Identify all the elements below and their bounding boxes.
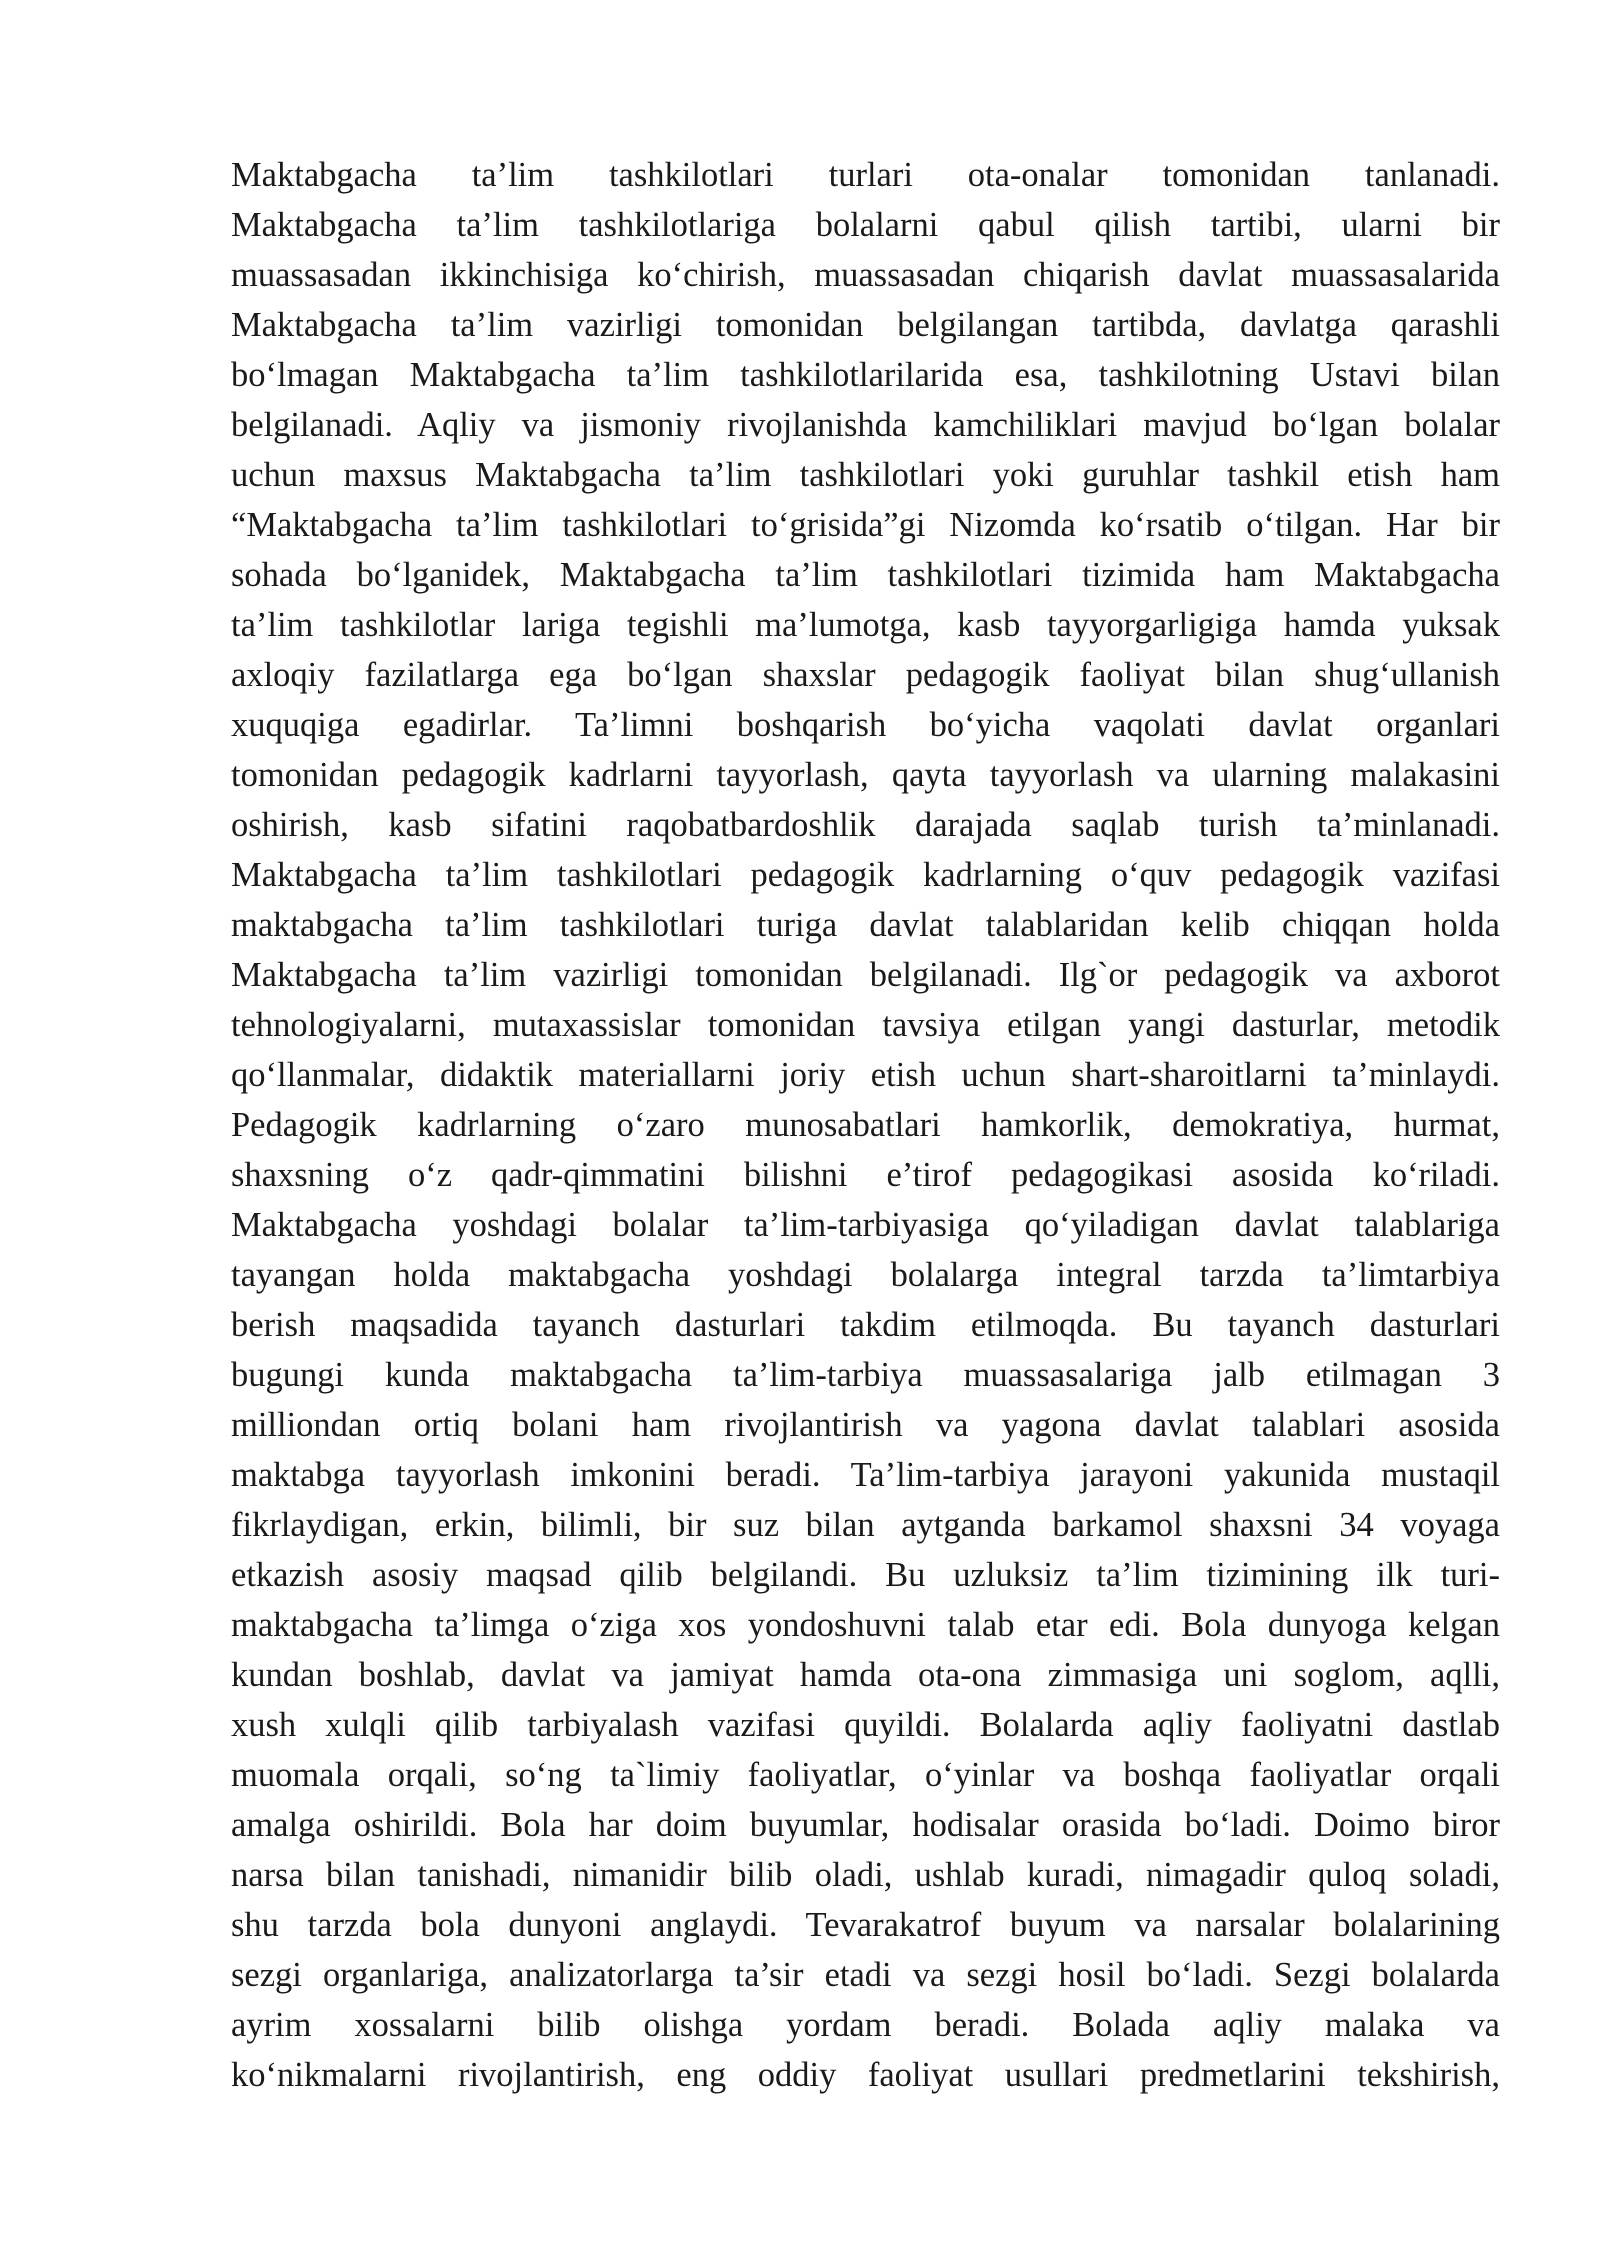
text-line: xuquqiga egadirlar. Ta’limni boshqarish bo‘yicha vaqolati davlat organlari <box>231 706 1500 744</box>
text-line: Maktabgacha ta’lim vazirligi tomonidan belgilangan tartibda, davlatga qarashli <box>231 306 1500 344</box>
text-line: belgilanadi. Aqliy va jismoniy rivojlanishda kamchiliklari mavjud bo‘lgan bolalar <box>231 406 1500 444</box>
text-line: maktabgacha ta’lim tashkilotlari turiga davlat talablaridan kelib chiqqan holda <box>231 906 1500 944</box>
text-line: tehnologiyalarni, mutaxassislar tomonidan tavsiya etilgan yangi dasturlar, metodik <box>231 1006 1500 1044</box>
text-line: sohada bo‘lganidek, Maktabgacha ta’lim tashkilotlari tizimida ham Maktabgacha <box>231 556 1500 594</box>
text-line: amalga oshirildi. Bola har doim buyumlar, hodisalar orasida bo‘ladi. Doimo biror <box>231 1806 1500 1844</box>
text-line: axloqiy fazilatlarga ega bo‘lgan shaxslar pedagogik faoliyat bilan shug‘ullanish <box>231 656 1500 694</box>
text-line: ayrim xossalarni bilib olishga yordam beradi. Bolada aqliy malaka va <box>231 2006 1500 2044</box>
text-line: ko‘nikmalarni rivojlantirish, eng oddiy faoliyat usullari predmetlarini tekshirish, <box>231 2056 1500 2094</box>
text-line: narsa bilan tanishadi, nimanidir bilib oladi, ushlab kuradi, nimagadir quloq soladi, <box>231 1856 1500 1894</box>
text-line: Maktabgacha ta’lim vazirligi tomonidan belgilanadi. Ilg`or pedagogik va axborot <box>231 956 1500 994</box>
text-line: maktabgacha ta’limga o‘ziga xos yondoshuvni talab etar edi. Bola dunyoga kelgan <box>231 1606 1500 1644</box>
text-line: Maktabgacha ta’lim tashkilotlariga bolalarni qabul qilish tartibi, ularni bir <box>231 206 1500 244</box>
text-line: muomala orqali, so‘ng ta`limiy faoliyatlar, o‘yinlar va boshqa faoliyatlar orqali <box>231 1756 1500 1794</box>
text-line: Pedagogik kadrlarning o‘zaro munosabatlari hamkorlik, demokratiya, hurmat, <box>231 1106 1500 1144</box>
text-line: berish maqsadida tayanch dasturlari takdim etilmoqda. Bu tayanch dasturlari <box>231 1306 1500 1344</box>
body-paragraph <box>231 150 1500 2100</box>
text-line: kundan boshlab, davlat va jamiyat hamda ota-ona zimmasiga uni soglom, aqlli, <box>231 1656 1500 1694</box>
text-line: shaxsning o‘z qadr-qimmatini bilishni e’tirof pedagogikasi asosida ko‘riladi. <box>231 1156 1500 1194</box>
text-line: bugungi kunda maktabgacha ta’lim-tarbiya muassasalariga jalb etilmagan 3 <box>231 1356 1500 1394</box>
text-line: sezgi organlariga, analizatorlarga ta’sir etadi va sezgi hosil bo‘ladi. Sezgi bolalarda <box>231 1956 1500 1994</box>
text-line: uchun maxsus Maktabgacha ta’lim tashkilotlari yoki guruhlar tashkil etish ham <box>231 456 1500 494</box>
text-line: Maktabgacha ta’lim tashkilotlari pedagogik kadrlarning o‘quv pedagogik vazifasi <box>231 856 1500 894</box>
text-line: Maktabgacha ta’lim tashkilotlari turlari ota-onalar tomonidan tanlanadi. <box>231 156 1500 194</box>
text-line: milliondan ortiq bolani ham rivojlantirish va yagona davlat talablari asosida <box>231 1406 1500 1444</box>
text-line: Maktabgacha yoshdagi bolalar ta’lim-tarbiyasiga qo‘yiladigan davlat talablariga <box>231 1206 1500 1244</box>
text-line: xush xulqli qilib tarbiyalash vazifasi quyildi. Bolalarda aqliy faoliyatni dastlab <box>231 1706 1500 1744</box>
text-line: maktabga tayyorlash imkonini beradi. Ta’lim-tarbiya jarayoni yakunida mustaqil <box>231 1456 1500 1494</box>
text-line: tomonidan pedagogik kadrlarni tayyorlash, qayta tayyorlash va ularning malakasini <box>231 756 1500 794</box>
text-line: oshirish, kasb sifatini raqobatbardoshlik darajada saqlab turish ta’minlanadi. <box>231 806 1500 844</box>
text-line: shu tarzda bola dunyoni anglaydi. Tevarakatrof buyum va narsalar bolalarining <box>231 1906 1500 1944</box>
text-line: bo‘lmagan Maktabgacha ta’lim tashkilotlarilarida esa, tashkilotning Ustavi bilan <box>231 356 1500 394</box>
text-line: etkazish asosiy maqsad qilib belgilandi. Bu uzluksiz ta’lim tizimining ilk turi- <box>231 1556 1500 1594</box>
text-line: tayangan holda maktabgacha yoshdagi bolalarga integral tarzda ta’limtarbiya <box>231 1256 1500 1294</box>
text-line: qo‘llanmalar, didaktik materiallarni joriy etish uchun shart-sharoitlarni ta’minlaydi. <box>231 1056 1500 1094</box>
text-line: “Maktabgacha ta’lim tashkilotlari to‘grisida”gi Nizomda ko‘rsatib o‘tilgan. Har bir <box>231 506 1500 544</box>
text-line: muassasadan ikkinchisiga ko‘chirish, muassasadan chiqarish davlat muassasalarida <box>231 256 1500 294</box>
text-line: ta’lim tashkilotlar lariga tegishli ma’lumotga, kasb tayyorgarligiga hamda yuksak <box>231 606 1500 644</box>
text-line: fikrlaydigan, erkin, bilimli, bir suz bilan aytganda barkamol shaxsni 34 voyaga <box>231 1506 1500 1544</box>
